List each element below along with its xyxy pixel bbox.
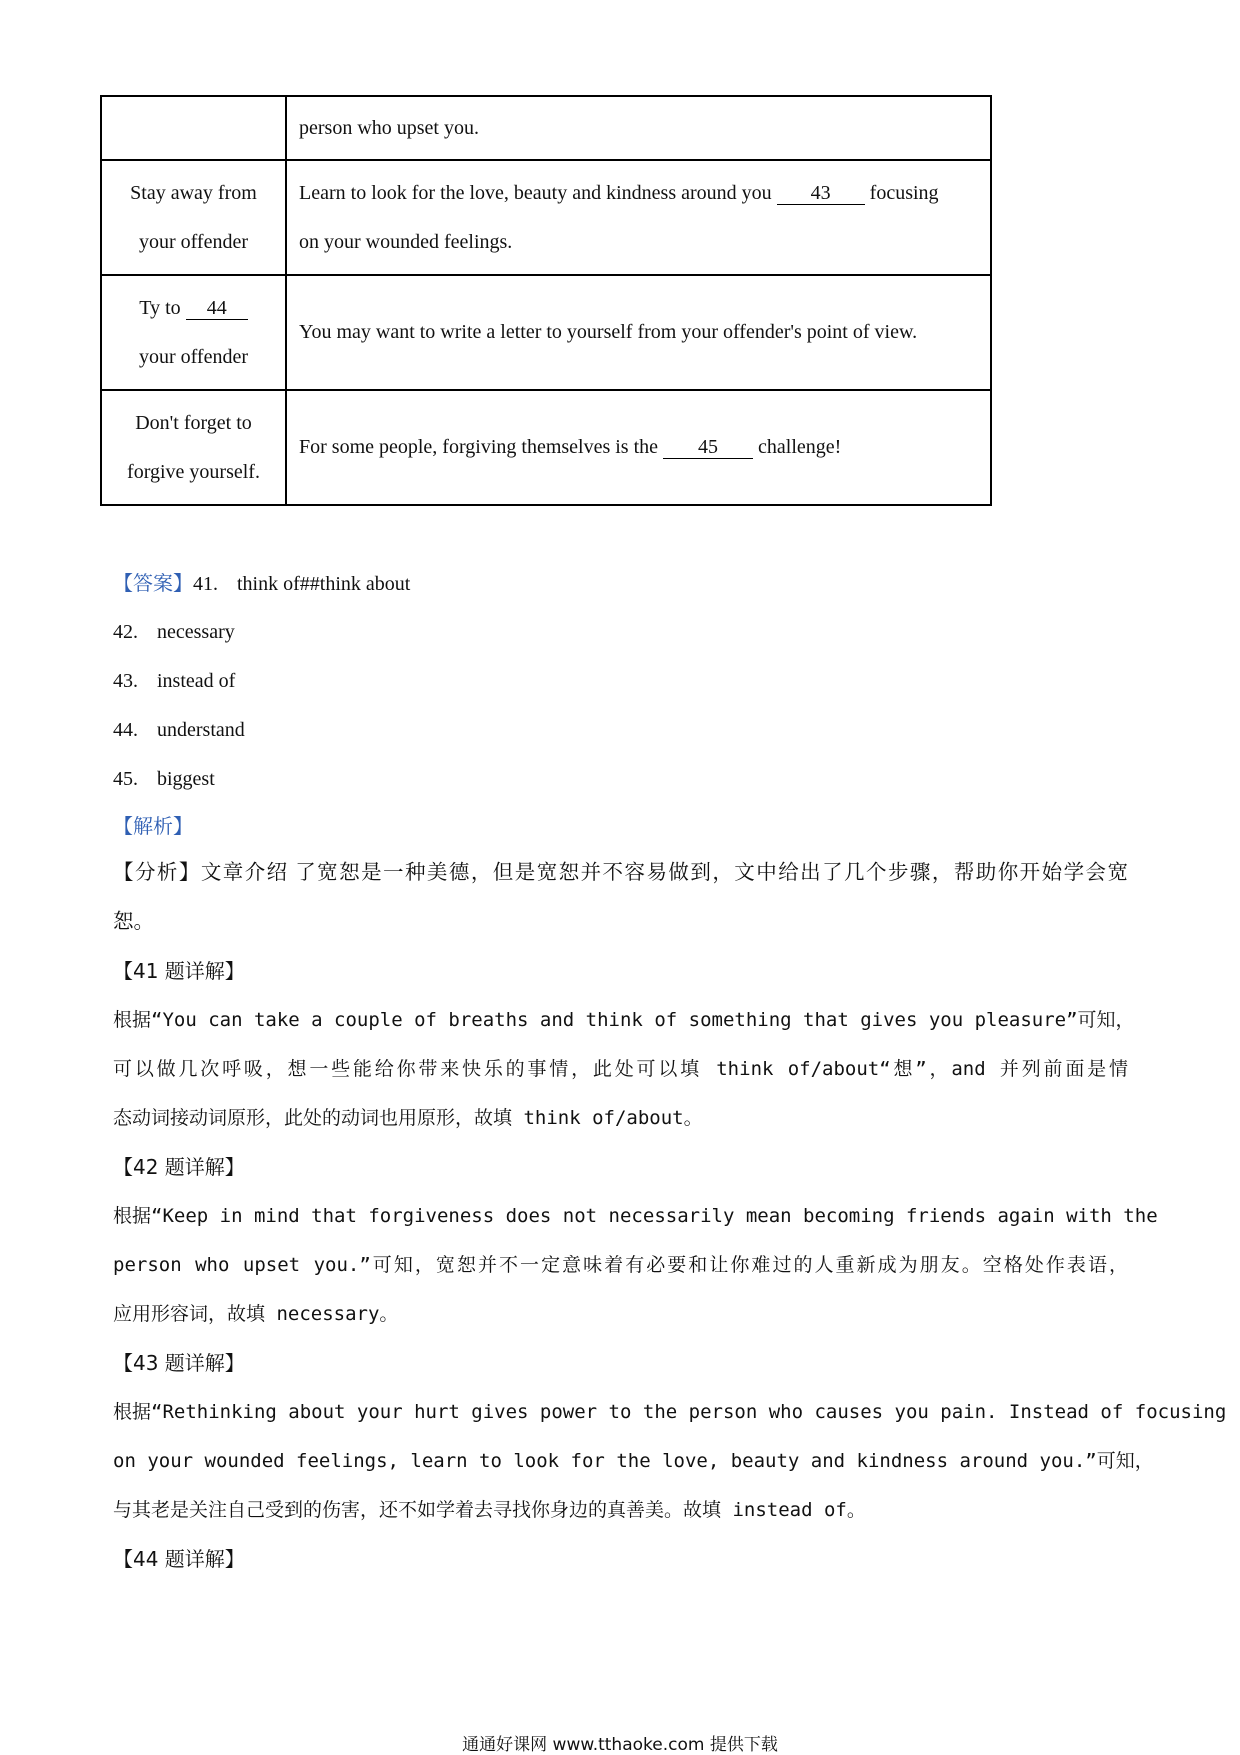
table-row — [101, 160, 991, 275]
table-cell-detail: person who upset you. — [286, 96, 991, 160]
detail-text: focusing — [869, 181, 939, 204]
steps-table — [100, 95, 992, 506]
step-text: your offender — [138, 230, 249, 253]
analysis-label: 【解析】 — [113, 816, 193, 838]
question-heading: 【43 题详解】 — [113, 1351, 245, 1375]
summary-text: 【分析】文章介绍 了宽恕是一种美德，但是宽恕并不容易做到，文中给出了几个步骤，帮助你开始学会宽 — [113, 862, 1128, 884]
table-cell-detail — [286, 160, 991, 275]
answer-line — [113, 716, 245, 744]
answer-number: 43. — [113, 670, 138, 692]
answer-text: biggest — [157, 768, 215, 790]
question-heading: 【42 题详解】 — [113, 1155, 245, 1179]
answer-text: think of##think about — [237, 573, 411, 595]
answer-text: instead of — [157, 670, 236, 692]
step-text: forgive yourself. — [127, 460, 260, 483]
explanation-text: 应用形容词，故填 necessary。 — [113, 1303, 399, 1325]
table-row — [101, 390, 991, 505]
detail-text: on your wounded feelings. — [299, 230, 513, 253]
answer-label: 【答案】 — [113, 573, 193, 595]
table-cell-step — [101, 390, 286, 505]
answer-text: necessary — [157, 621, 235, 643]
table-row — [101, 96, 991, 160]
question-heading: 【41 题详解】 — [113, 959, 245, 983]
explanation-text: on your wounded feelings, learn to look for the love, beauty and kindness around you.”可知， — [113, 1450, 1154, 1472]
detail-text: Learn to look for the love, beauty and kindness around you — [299, 181, 772, 204]
step-text: Don't forget to — [135, 411, 252, 434]
fill-blank-43: 43 — [777, 182, 865, 205]
fill-blank-45: 45 — [663, 436, 753, 459]
answer-number: 41. — [193, 573, 218, 595]
page-footer: 通通好课网 www.tthaoke.com 提供下载 — [462, 1735, 778, 1755]
answer-line — [113, 765, 215, 793]
explanation-text: 根据“Keep in mind that forgiveness does not necessarily mean becoming friends again with the — [113, 1205, 1158, 1227]
explanation-text: 态动词接动词原形，此处的动词也用原形，故填 think of/about。 — [113, 1107, 703, 1129]
answer-line — [113, 570, 410, 598]
explanation-text: person who upset you.”可知，宽恕并不一定意味着有必要和让你难过的人重新成为朋友。空格处作表语， — [113, 1254, 1128, 1276]
table-row — [101, 275, 991, 390]
step-text: your offender — [138, 345, 249, 368]
explanation-text: 根据“Rethinking about your hurt gives power to the person who causes you pain. Instead of focusing — [113, 1401, 1227, 1423]
detail-text: For some people, forgiving themselves is the — [299, 436, 659, 458]
explanation-text: 根据“You can take a couple of breaths and think of something that gives you pleasure”可知， — [113, 1009, 1135, 1031]
question-heading: 【44 题详解】 — [113, 1547, 245, 1571]
analysis-label-line — [113, 813, 193, 841]
answer-number: 45. — [113, 768, 138, 790]
answer-text: understand — [157, 719, 245, 741]
answer-line — [113, 667, 235, 695]
explanation-text: 与其老是关注自己受到的伤害，还不如学着去寻找你身边的真善美。故填 instead of。 — [113, 1499, 866, 1521]
table-cell-detail: You may want to write a letter to yourself from your offender's point of view. — [286, 275, 991, 390]
table-cell-step — [101, 96, 286, 160]
explanation-text: 可以做几次呼吸，想一些能给你带来快乐的事情，此处可以填 think of/about“想”，and 并列前面是情 — [113, 1058, 1128, 1080]
table-cell-detail — [286, 390, 991, 505]
summary-text: 恕。 — [113, 911, 154, 933]
answer-number: 44. — [113, 719, 138, 741]
fill-blank-44: 44 — [186, 297, 248, 320]
table-cell-step — [101, 160, 286, 275]
step-text: Stay away from — [130, 181, 257, 204]
answer-line — [113, 618, 235, 646]
detail-text: challenge! — [758, 436, 842, 458]
step-text: Ty to — [139, 296, 181, 319]
answer-number: 42. — [113, 621, 138, 643]
table-cell-step — [101, 275, 286, 390]
